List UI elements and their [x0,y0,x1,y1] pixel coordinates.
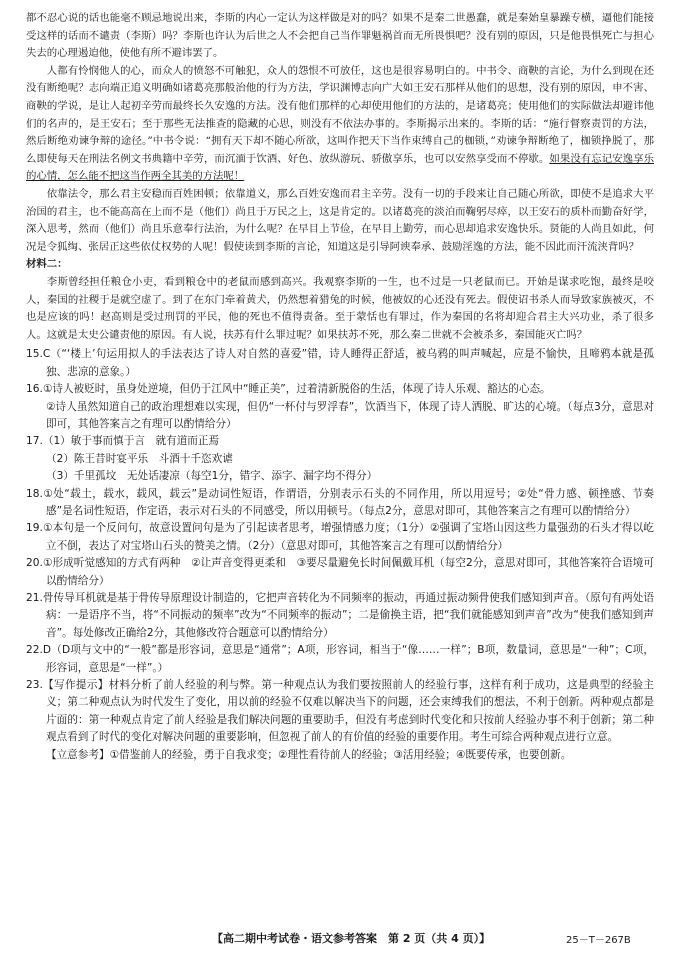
answer-21: 21.骨传导耳机就是基于骨传导原理设计制造的，它把声音转化为不同频率的振动，再通过振动频骨使我们感知到声音。（原句有两处语病：一是语序不当，将“不同振动的频率”改为“不同频率的振动”；二是偷换主语，把“我们就能感知到声音”改为“使我们感知到声音”。每处修改正确给2分，其他修改符合题意可以酌情给分） [26,591,654,639]
underlined-sentence: 如果没有忘记安逸享乐的心情，怎么能不把这当作两全其美的方法呢！ [26,152,655,183]
answer-16-point-1: 16.①诗人被贬时，虽身处逆境，但仍于江风中“睡正美”，过着清新脱俗的生活，体现了诗人乐观、豁达的心态。 [26,383,551,396]
material-two-heading: 材料二： [26,258,68,271]
answer-17-item-2: （2）陈王昔时宴平乐 斗酒十千恣欢谑 [46,452,233,465]
answer-19: 19.①本句是一个反问句，故意设置问句是为了引起读者思考，增强情感力度；（1分）②强调了宝塔山因这些力量强劲的石头才得以屹立不倒，表达了对宝塔山石头的赞美之情。（2分）（意思对即可，其他答案言之有理可以酌情给分） [26,522,654,552]
translation-paragraph-1: 都不忍心说的话也能毫不顾忌地说出来，李斯的内心一定认为这样做是对的吗？如果不是秦二世愚蠢，就是秦始皇暴躁专横，逼他们能接受这样的话而不谴责（李斯）吗？李斯也许认为后世之人不会把自己当作罪魁祸首而无所畏惧吧？没有别的原因，只是他畏惧死亡与担心失去的心理遏迫他，使他有所不避讳罢了。 [26,12,654,60]
answer-20: 20.①形成听觉感知的方式有两种 ②让声音变得更柔和 ③要尽量避免长时间佩戴耳机（每空2分，意思对即可，其他答案符合语境可以酌情给分） [26,557,654,587]
translation-paragraph-2 [26,63,654,186]
answer-23-writing-tips: 23.【写作提示】材料分析了前人经验的利与弊。第一种观点认为我们要按照前人的经验行事，这样有利于成功，这是典型的经验主义；第二种观点认为时代发生了变化，用以前的经验不仅难以解决当下的问题，还会束缚我们的想法，不利于创新。两种观点都是片面的：第一种观点肯定了前人经验是我们解决问题的重要助手，但没有考虑到时代变化和只按前人经验办事不利于创新；第二种观点看到了时代的变化对解决问题的重要影响，但忽视了前人的有价值的经验的重要作用。考生可综合两种观点进行立意。 [26,679,654,744]
footer-title: 【高二期中考试卷・语文参考答案 第 2 页（共 4 页）】 [212,932,491,945]
answer-15: 15.C（“‘楼上’句运用拟人的手法表达了诗人对自然的喜爱”错，诗人睡得正舒适，被乌鸦的叫声喊起，应是不愉快，且啼鸦本就是孤独、悲凉的意象。） [26,348,654,378]
page-content [26,10,654,764]
translation-paragraph-4: 李斯曾经担任粮仓小吏，看到粮仓中的老鼠而感到高兴。我观察李斯的一生，也不过是一只老鼠而已。开始是谋求吃饱，最终是咬人，秦国的社稷于是就空虚了。到了在东门牵着黄犬，仍然想着猎兔的时候，他被奴的心还没有死去。假使诏书杀人而导致家族被灭，不也是应该的吗！赵高则是受过刑罚的平民，他的死也不值得责备。至于蒙恬也有罪过，作为秦国的名将却迎合君主大兴功业，杀了很多人。这就是太史公谴责他的原因。有人说，扶苏有什么罪过呢？如果扶苏不死，那么秦二世就不会被杀多，秦国能灭亡吗？ [26,275,654,341]
page-footer [0,930,677,950]
answer-23-theme-reference: 【立意参考】①借鉴前人的经验，勇于自我求变；②理性看待前人的经验；③活用经验；④既要传承，也要创新。 [46,748,572,761]
footer-code: 25－T－267B [566,935,631,946]
translation-paragraph-2-text: 人都有怜悯他人的心，而众人的愤怒不可触犯，众人的怨恨不可放任，这也是很容易明白的。中书令、商鞅的言论，为什么到现在还没有断绝呢？志向端正追义明确如诸葛亮那般治他的行为方法，学识渊博志向广大如王安石那样从他们的思想，没有别的原因，申不害、商鞅的学说，是让人起初辛劳而最终长久安逸的方法。没有他们那样的心却使用他们的方法的，是诸葛亮；使用他们的实际做法却避讳他们的名声的，是王安石；至于那些无法推查的隐藏的心思，则没有不依法办事的。李斯揭示出来的。李斯的话：“施行督察责罚的方法，然后断绝劝谏争辩的途径。”中书令说：“拥有天下却不随心所欲，这叫作把天下当作束缚自己的枷锁，”劝谏争辩断绝了，枷锁挣脱了，那么即使每天在刑法名例文书典籍中辛劳，而沉湎于饮酒、好色、放纵游玩、骄傲享乐，也可以安然享受而不停歇。 [26,64,654,165]
answer-17-item-3: （3）千里孤坟 无处话凄凉（每空1分，错字、添字、漏字均不得分） [46,470,378,483]
answer-16-point-2: ②诗人虽然知道自己的政治理想难以实现，但仍“一杯付与罗浮春”，饮酒当下，体现了诗人洒脱、旷达的心境。（每点3分，意思对即可，其他答案言之有理可以酌情给分） [46,400,654,430]
translation-paragraph-3: 依靠法令，那么君主安稳而百姓困顿；依靠道义，那么百姓安逸而君主辛劳。没有一切的手段来让自己随心所欲，即使不是追求大平治国的君主，也不能高高在上而不是（他们）尚且于万民之上，这是肯定的。以诸葛亮的淡泊而鞠躬尽瘁，以王安石的质朴而勤奋好学，深入思考，然而（他们）尚且乐意奉行法治，为什么呢？在早目上节俭，在早目上勤劳，而心思却追求安逸快乐。贤能的人尚且如此，何况是令狐绹、张居正这些依仗权势的人呢！假使读到李斯的言论，知道这是引导阿谀奉承、鼓励淫逸的方法，能不因此而汗流浃背吗？ [26,187,654,253]
answer-17-item-1: 17.（1）敏于事而慎于言 就有道而正焉 [26,435,220,448]
answer-18: 18.①处“载土，载水，载风，载云”是动词性短语，作谓语，分别表示石头的不同作用，所以用逗号；②处“骨力感、顿挫感、节奏感”是名词性短语，作定语，表示对石头的不同感受，所以用顿号。（每点2分，意思对即可，其他答案言之有理可以酌情给分） [26,487,654,517]
answer-22: 22.D（D项与文中的“一般”都是形容词，意思是“通常”；A项，形容词，相当于“像……一样”；B项，数量词，意思是“一种”；C项，形容词，意思是“一样”。） [26,644,654,674]
